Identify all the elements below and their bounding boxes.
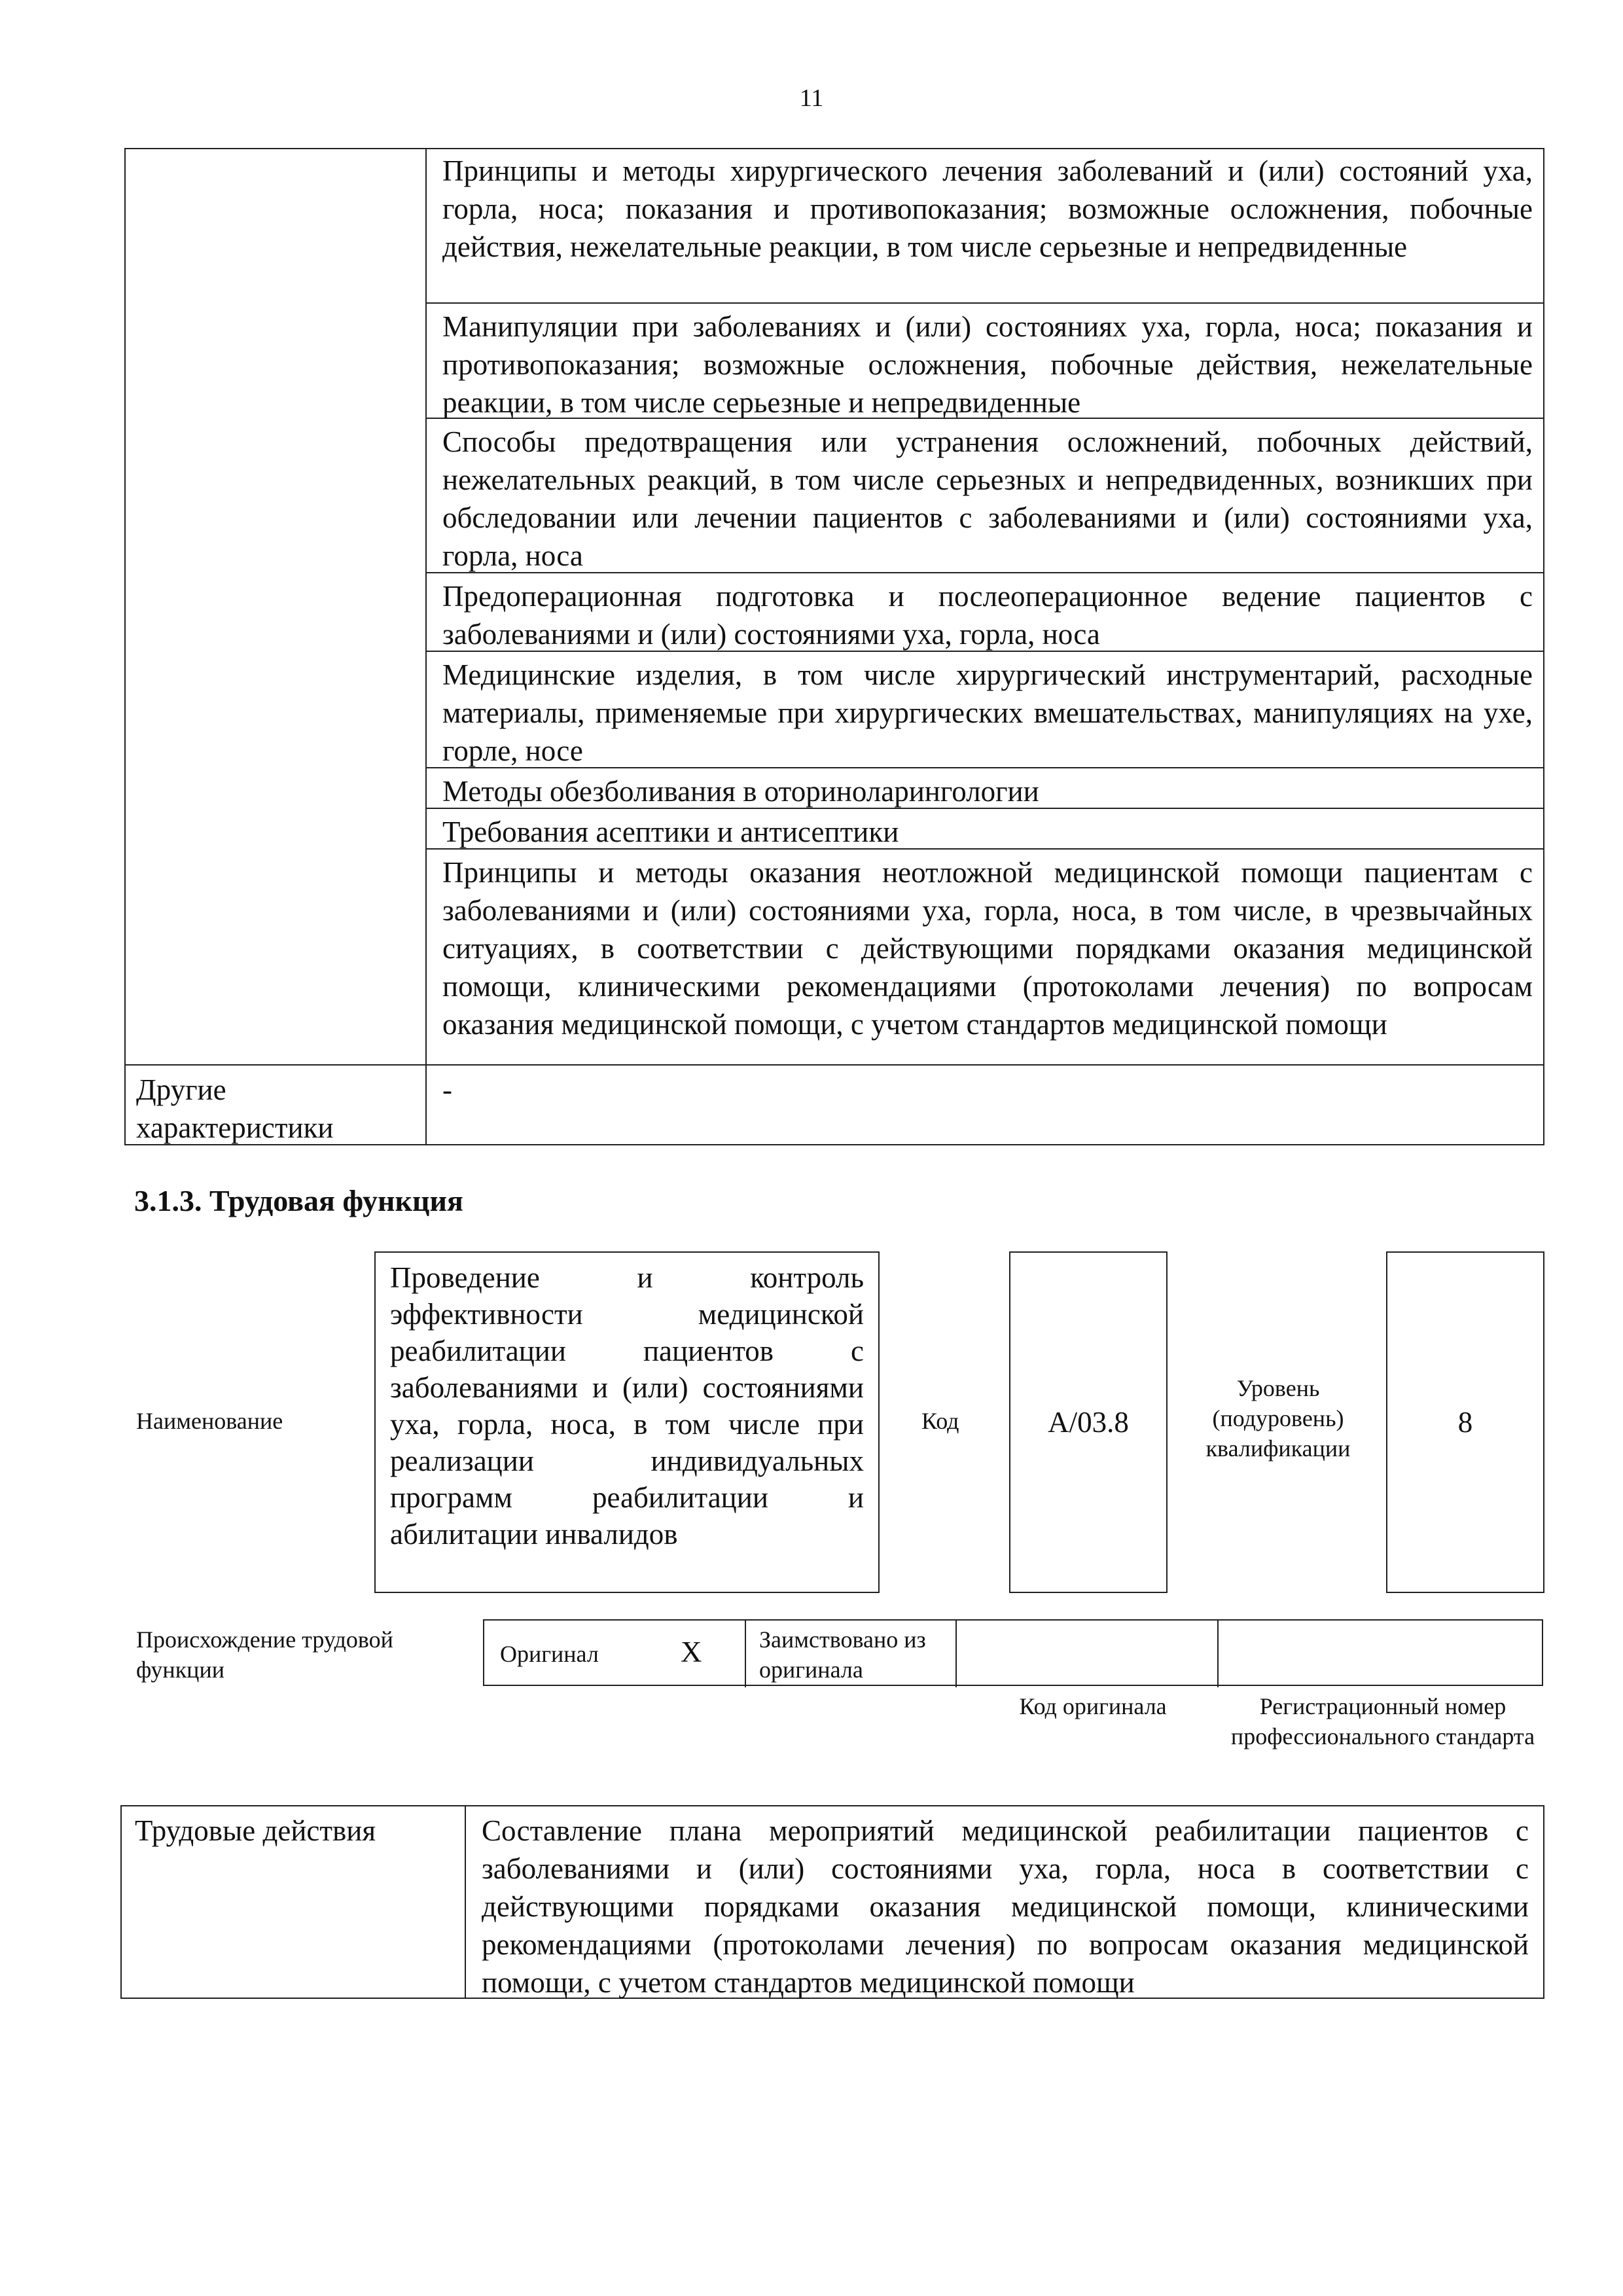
section-title: 3.1.3. Трудовая функция xyxy=(134,1184,463,1217)
origin-table xyxy=(483,1619,1543,1686)
other-characteristics-value: - xyxy=(442,1073,452,1106)
table-row: Методы обезболивания в оториноларингологии xyxy=(427,768,1543,809)
original-mark: Х xyxy=(681,1636,702,1668)
original-label: Оригинал xyxy=(500,1641,599,1667)
borrowed-cell xyxy=(746,1621,957,1687)
table-row: Медицинские изделия, в том числе хирургический инструментарий, расходные материалы, применяемые при хирургических вмешательствах, манипуляциях на ухе, горле, носе xyxy=(427,652,1543,768)
table-divider xyxy=(465,1805,466,1999)
page-number: 11 xyxy=(799,84,824,112)
code-value-box: А/03.8 xyxy=(1009,1251,1168,1593)
table-row: Принципы и методы оказания неотложной медицинской помощи пациентам с заболеваниями и (или) состояниями уха, горла, носа, в том числе, в чрезвычайных ситуациях, в соответствии с действующими порядками оказания медицинской помощи, клиническими рекомендациями (протоколами лечения) по вопросам оказания медицинской помощи, с учетом стандартов медицинской помощи xyxy=(442,856,1533,1041)
level-value-box: 8 xyxy=(1386,1251,1544,1593)
reg-number-cell xyxy=(1219,1621,1542,1687)
other-characteristics-label: Другие характеристики xyxy=(136,1073,334,1144)
function-name-box: Проведение и контроль эффективности медицинской реабилитации пациентов с заболеваниями и (или) состояниями уха, горла, носа, в том числе при реализации индивидуальных программ реабилитации и абилитации инвалидов xyxy=(374,1251,880,1593)
reg-number-caption: Регистрационный номер профессионального стандарта xyxy=(1230,1693,1535,1749)
table-row: Принципы и методы хирургического лечения заболеваний и (или) состояний уха, горла, носа; показания и противопоказания; возможные осложнения, побочные действия, нежелательные реакции, в том числе серьезные и непредвиденные xyxy=(427,148,1543,304)
labor-actions-text: Составление плана мероприятий медицинской реабилитации пациентов с заболеваниями и (или) состояниями уха, горла, носа в соответствии с действующими порядками оказания медицинской помощи, клиническими рекомендациями (протоколами лечения) по вопросам оказания медицинской помощи, с учетом стандартов медицинской помощи xyxy=(482,1814,1529,1999)
labor-actions-label: Трудовые действия xyxy=(135,1814,376,1847)
table-row-divider xyxy=(124,1064,1544,1066)
borrowed-label: Заимствовано из оригинала xyxy=(759,1626,926,1683)
original-cell xyxy=(484,1621,746,1687)
level-label: Уровень (подуровень) квалификации xyxy=(1205,1375,1351,1462)
name-label: Наименование xyxy=(136,1408,283,1434)
original-code-cell xyxy=(957,1621,1219,1687)
table-row: Манипуляции при заболеваниях и (или) состояниях уха, горла, носа; показания и противопоказания; возможные осложнения, побочные действия, нежелательные реакции, в том числе серьезные и непредвиденные xyxy=(427,304,1543,419)
table-row: Требования асептики и антисептики xyxy=(427,809,1543,850)
code-label: Код xyxy=(921,1408,959,1434)
code-original-caption: Код оригинала xyxy=(1019,1693,1167,1719)
table-row: Предоперационная подготовка и послеоперационное ведение пациентов с заболеваниями и (или) состояниями уха, горла, носа xyxy=(427,573,1543,652)
table-row: Способы предотвращения или устранения осложнений, побочных действий, нежелательных реакций, в том числе серьезных и непредвиденных, возникших при обследовании или лечении пациентов с заболеваниями и (или) состояниями уха, горла, носа xyxy=(427,419,1543,573)
origin-label: Происхождение трудовой функции xyxy=(136,1626,393,1683)
